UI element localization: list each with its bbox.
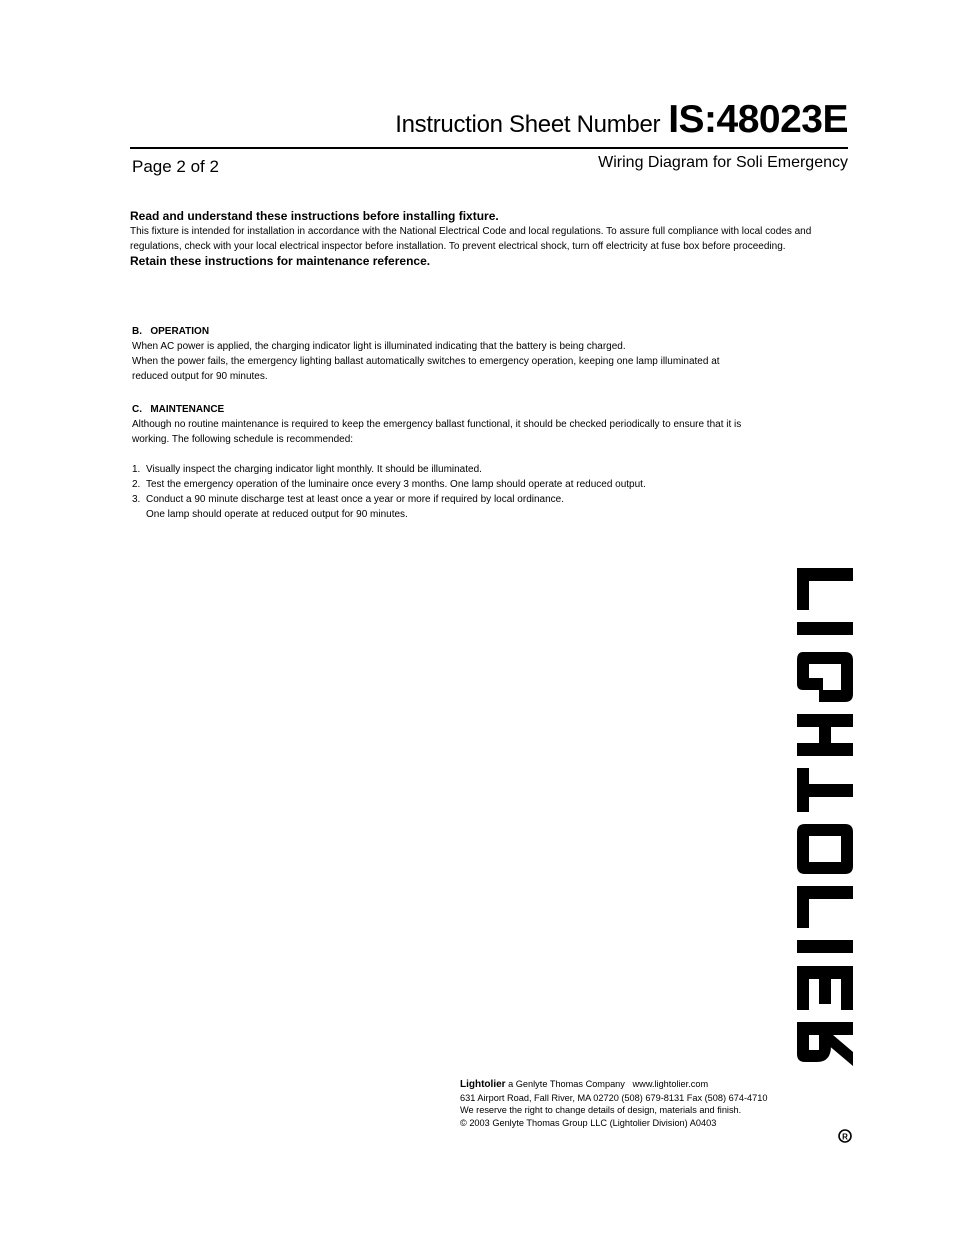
list-number: 2. (132, 479, 141, 490)
maintenance-line: working. The following schedule is recommended: (132, 434, 354, 445)
header-divider (130, 147, 848, 149)
maintenance-section (132, 403, 772, 522)
maintenance-line: Although no routine maintenance is required to keep the emergency ballast functional, it should be checked periodically to ensure that it is (132, 419, 742, 430)
instruction-sheet-number: IS:48023E (668, 98, 848, 141)
operation-line: When the power fails, the emergency lighting ballast automatically switches to emergency operation, keeping one lamp illuminated at (132, 356, 720, 367)
footer-rights: We reserve the right to change details of design, materials and finish. (460, 1105, 742, 1116)
footer-company: a Genlyte Thomas Company www.lightolier.com (505, 1079, 709, 1089)
intro-heading: Read and understand these instructions before installing fixture. (130, 209, 499, 223)
list-number: 3. (132, 494, 141, 505)
operation-section (132, 325, 772, 384)
list-text: One lamp should operate at reduced output for 90 minutes. (146, 509, 408, 520)
document-subtitle: Wiring Diagram for Soli Emergency (598, 154, 848, 171)
company-footer (460, 1078, 780, 1129)
maintenance-heading: C. MAINTENANCE (132, 404, 225, 415)
list-item (132, 492, 772, 507)
list-text: Test the emergency operation of the luminaire once every 3 months. One lamp should operate at reduced output. (146, 479, 646, 490)
intro-body: This fixture is intended for installation in accordance with the National Electrical Code and local regulations. To assure full compliance with local codes and regulations, check with your local electrical inspector before installation. To prevent electrical shock, turn off electricity at fuse box before proceeding. (130, 226, 812, 252)
intro-retain-note: Retain these instructions for maintenance reference. (130, 254, 431, 268)
operation-line: When AC power is applied, the charging indicator light is illuminated indicating that the battery is being charged. (132, 341, 626, 352)
footer-copyright: © 2003 Genlyte Thomas Group LLC (Lightolier Division) A0403 (460, 1117, 717, 1128)
list-text: Conduct a 90 minute discharge test at least once a year or more if required by local ordinance. (146, 494, 565, 505)
list-item-continuation (132, 507, 772, 522)
footer-address: 631 Airport Road, Fall River, MA 02720 (508) 679-8131 Fax (508) 674-4710 (460, 1092, 768, 1103)
document-title (130, 98, 848, 142)
list-item (132, 462, 772, 477)
intro-section (130, 209, 850, 269)
title-label: Instruction Sheet Number (395, 111, 661, 138)
list-text: Visually inspect the charging indicator light monthly. It should be illuminated. (146, 464, 482, 475)
registered-mark: R (842, 1132, 848, 1142)
lightolier-logo (795, 566, 857, 1150)
list-item (132, 477, 772, 492)
spacer (132, 447, 772, 462)
page-number: Page 2 of 2 (132, 157, 219, 176)
footer-brand: Lightolier (460, 1079, 506, 1090)
operation-line: reduced output for 90 minutes. (132, 371, 268, 382)
list-number: 1. (132, 464, 141, 475)
operation-heading: B. OPERATION (132, 326, 210, 337)
